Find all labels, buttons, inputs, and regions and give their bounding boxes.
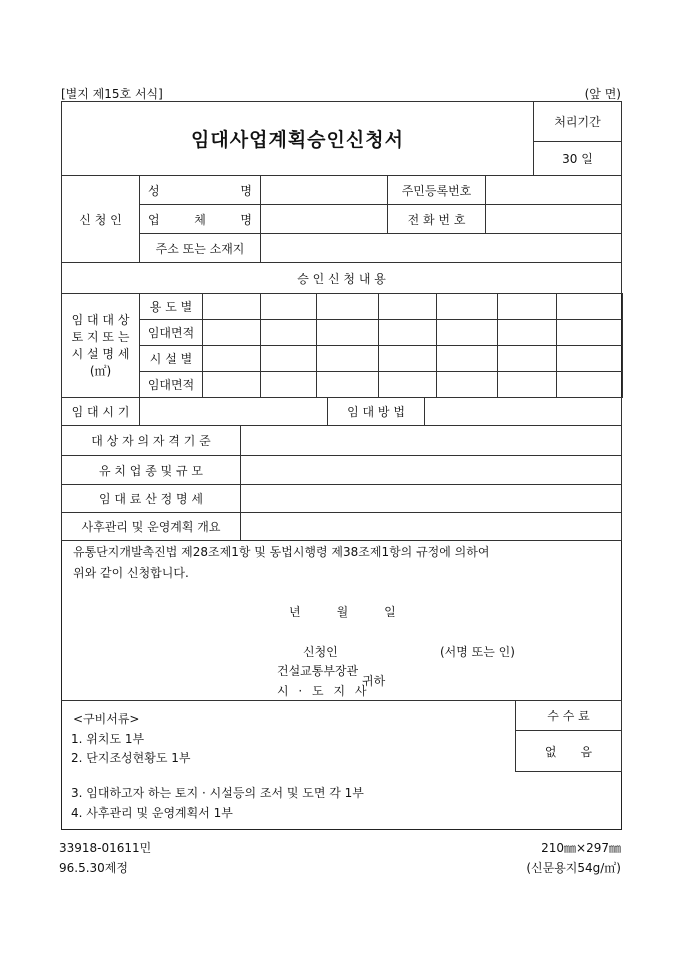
recipient-minister: 건설교통부장관: [277, 664, 359, 678]
facility-label-line: 시 설 명 세: [71, 346, 130, 361]
id-number-label: 주민등록번호: [387, 175, 486, 205]
request-content-header: 승 인 신 청 내 용: [61, 262, 622, 294]
processing-period-value: 30 일: [533, 141, 622, 176]
company-field[interactable]: [260, 204, 388, 234]
rent-calculation-field[interactable]: [240, 484, 622, 513]
facility-cell[interactable]: [497, 293, 557, 320]
applicant-sign-label: 신청인: [303, 645, 338, 659]
document-item: 1. 위치도 1부: [71, 732, 145, 746]
facility-cell[interactable]: [260, 345, 317, 372]
applicant-section-label: 신 청 인: [61, 175, 140, 263]
facility-cell[interactable]: [378, 371, 437, 398]
facility-section-label: [61, 293, 140, 398]
honorific: 귀하: [362, 674, 386, 688]
address-field[interactable]: [260, 233, 622, 263]
facility-cell[interactable]: [260, 293, 317, 320]
management-plan-label: 사후관리 및 운영계획 개요: [61, 512, 241, 541]
facility-cell[interactable]: [556, 293, 623, 320]
facility-cell[interactable]: [378, 293, 437, 320]
facility-row-label: 임대면적: [139, 371, 203, 398]
facility-row-label: 용 도 별: [139, 293, 203, 320]
statement-line-2: 위와 같이 신청합니다.: [73, 566, 189, 580]
facility-label-line: 임 대 대 상: [71, 312, 130, 327]
facility-cell[interactable]: [316, 371, 379, 398]
facility-cell[interactable]: [436, 371, 498, 398]
paper-size: 210㎜×297㎜: [541, 841, 621, 855]
phone-field[interactable]: [485, 204, 622, 234]
facility-cell[interactable]: [316, 319, 379, 346]
documents-heading: <구비서류>: [73, 712, 140, 726]
fee-label: 수 수 료: [515, 700, 622, 731]
name-field[interactable]: [260, 175, 388, 205]
management-plan-field[interactable]: [240, 512, 622, 541]
facility-cell[interactable]: [436, 293, 498, 320]
document-item: 4. 사후관리 및 운영계획서 1부: [71, 806, 233, 820]
form-title: 임대사업계획승인신청서: [61, 101, 534, 176]
processing-period-label: 처리기간: [533, 101, 622, 142]
qualification-field[interactable]: [240, 425, 622, 456]
form-number: [별지 제15호 서식]: [61, 87, 163, 101]
business-scale-field[interactable]: [240, 455, 622, 485]
facility-cell[interactable]: [436, 319, 498, 346]
paper-type: (신문용지54g/㎡): [526, 861, 621, 875]
facility-cell[interactable]: [316, 345, 379, 372]
facility-cell[interactable]: [497, 319, 557, 346]
lease-method-label: 임 대 방 법: [327, 397, 425, 426]
facility-cell[interactable]: [378, 319, 437, 346]
facility-cell[interactable]: [316, 293, 379, 320]
enactment-date: 96.5.30제정: [59, 861, 128, 875]
facility-cell[interactable]: [378, 345, 437, 372]
facility-label-line: 토 지 또 는: [71, 329, 130, 344]
address-label: 주소 또는 소재지: [139, 233, 261, 263]
name-label: 성 명: [139, 175, 261, 205]
facility-cell[interactable]: [556, 319, 623, 346]
form-code: 33918-01611민: [59, 841, 152, 855]
facility-label-line: (㎡): [89, 363, 112, 378]
signature-note: (서명 또는 인): [440, 645, 515, 659]
lease-period-label: 임 대 시 기: [61, 397, 140, 426]
facility-cell[interactable]: [260, 371, 317, 398]
qualification-label: 대 상 자 의 자 격 기 준: [61, 425, 241, 456]
facility-cell[interactable]: [202, 371, 261, 398]
facility-cell[interactable]: [556, 345, 623, 372]
facility-cell[interactable]: [556, 371, 623, 398]
facility-cell[interactable]: [436, 345, 498, 372]
phone-label: 전 화 번 호: [387, 204, 486, 234]
page-side: (앞 면): [584, 87, 621, 101]
date-line: 년 월 일: [289, 605, 396, 619]
document-item: 3. 임대하고자 하는 토지 · 시설등의 조서 및 도면 각 1부: [71, 786, 364, 800]
id-number-field[interactable]: [485, 175, 622, 205]
statement-line-1: 유통단지개발촉진법 제28조제1항 및 동법시행령 제38조제1항의 규정에 의하여: [73, 545, 490, 559]
facility-cell[interactable]: [497, 345, 557, 372]
lease-method-field[interactable]: [424, 397, 622, 426]
facility-row-label: 임대면적: [139, 319, 203, 346]
rent-calculation-label: 임 대 료 산 정 명 세: [61, 484, 241, 513]
recipient-governor: 시 · 도 지 사: [277, 684, 367, 698]
fee-value: 없 음: [515, 730, 622, 772]
document-item: 2. 단지조성현황도 1부: [71, 751, 191, 765]
facility-cell[interactable]: [497, 371, 557, 398]
lease-period-field[interactable]: [139, 397, 328, 426]
facility-cell[interactable]: [202, 293, 261, 320]
facility-cell[interactable]: [260, 319, 317, 346]
facility-cell[interactable]: [202, 345, 261, 372]
facility-cell[interactable]: [202, 319, 261, 346]
business-scale-label: 유 치 업 종 및 규 모: [61, 455, 241, 485]
facility-row-label: 시 설 별: [139, 345, 203, 372]
company-label: 업 체 명: [139, 204, 261, 234]
